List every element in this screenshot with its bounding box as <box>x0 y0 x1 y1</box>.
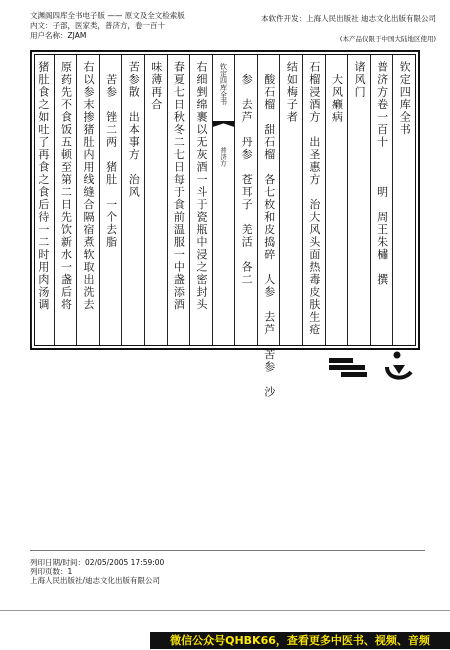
column-text: 普济方卷一百十 明 周王朱橚 撰 <box>375 61 389 286</box>
text-column <box>54 55 77 345</box>
text-column <box>257 55 280 399</box>
column-text: 结如梅子者 <box>285 61 299 124</box>
dizhi-logo <box>384 350 414 384</box>
text-column <box>76 55 99 345</box>
column-text: 苦参散 出本事方 治风 <box>127 61 141 199</box>
text-column <box>392 55 415 345</box>
column-text: 右细剉绵裹以无灰酒一斗于瓷瓶中浸之密封头 <box>194 61 208 311</box>
header-publisher: 本软件开发：上海人民出版社 迪志文化出版有限公司 <box>261 14 436 23</box>
text-column <box>31 55 54 345</box>
center-title: 钦定四库全书 <box>219 63 228 105</box>
text-column <box>167 55 190 345</box>
column-text: 钦定四库全书 <box>398 61 412 136</box>
header-region-note: (本产品仅限于中国大陆地区使用) <box>339 35 436 43</box>
book-page-frame <box>30 50 420 399</box>
header-content-path: 内文：子部，医家类，普济方，卷一百十 <box>30 21 165 30</box>
page-gap <box>0 610 450 621</box>
text-column <box>279 55 302 345</box>
column-text: 参 去芦 丹参 苍耳子 羌活 各二 <box>240 61 254 286</box>
column-text: 酸石榴 甜石榴 各七枚和皮捣碎 人参 去芦 苦参 沙 <box>262 61 276 399</box>
column-text: 味薄再合 <box>149 61 163 111</box>
column-text: 猪肚食之如吐了再食之食后待一二时用肉汤调 <box>36 61 50 311</box>
publisher-logo <box>327 355 371 379</box>
text-column <box>189 55 212 345</box>
header-title: 文渊阁四库全书电子版 —— 原文及全文检索版 <box>30 11 185 20</box>
text-column <box>99 55 122 345</box>
column-text: 原药先不食饭五顿至第二日先饮新水一盏后将 <box>59 61 73 311</box>
print-datetime-value: 02/05/2005 17:59:00 <box>85 558 165 567</box>
text-column <box>234 55 257 345</box>
column-text: 石榴浸酒方 出圣惠方 治大风头面热毒皮肤生疮 <box>307 61 321 336</box>
center-fold-column <box>212 55 235 345</box>
column-text: 诸风门 <box>353 61 367 99</box>
print-pages-label: 列印页数： <box>30 567 68 576</box>
fishtail-mark <box>213 121 235 127</box>
column-text: 右以参末掺猪肚内用线缝合隔宿煮软取出洗去 <box>82 61 96 311</box>
text-column <box>325 55 348 345</box>
header-left <box>30 11 185 41</box>
column-text: 春夏七日秋冬二七日每于食前温服一中盏添酒 <box>172 61 186 311</box>
column-text: 苦参 锉二两 猪肚 一个去脂 <box>104 61 118 249</box>
print-datetime-label: 列印日期/时间： <box>30 558 86 567</box>
text-column <box>144 55 167 345</box>
text-column <box>302 55 325 345</box>
text-column <box>347 55 370 345</box>
column-text: 大风癞病 <box>330 61 344 124</box>
wechat-banner[interactable]: 微信公众号QHBK66，查看更多中医书、视频、音频 <box>150 632 450 649</box>
book-page-inner-frame <box>34 54 416 399</box>
header-right <box>261 14 436 44</box>
header-user: 用户名称：ZJAM <box>30 31 87 40</box>
print-pages-value: 1 <box>67 567 73 576</box>
footer-company: 上海人民出版社/迪志文化出版有限公司 <box>30 576 161 585</box>
center-volume: 普济方 <box>219 147 227 167</box>
footer-separator <box>30 550 425 551</box>
text-column <box>121 55 144 345</box>
text-column <box>370 55 393 345</box>
